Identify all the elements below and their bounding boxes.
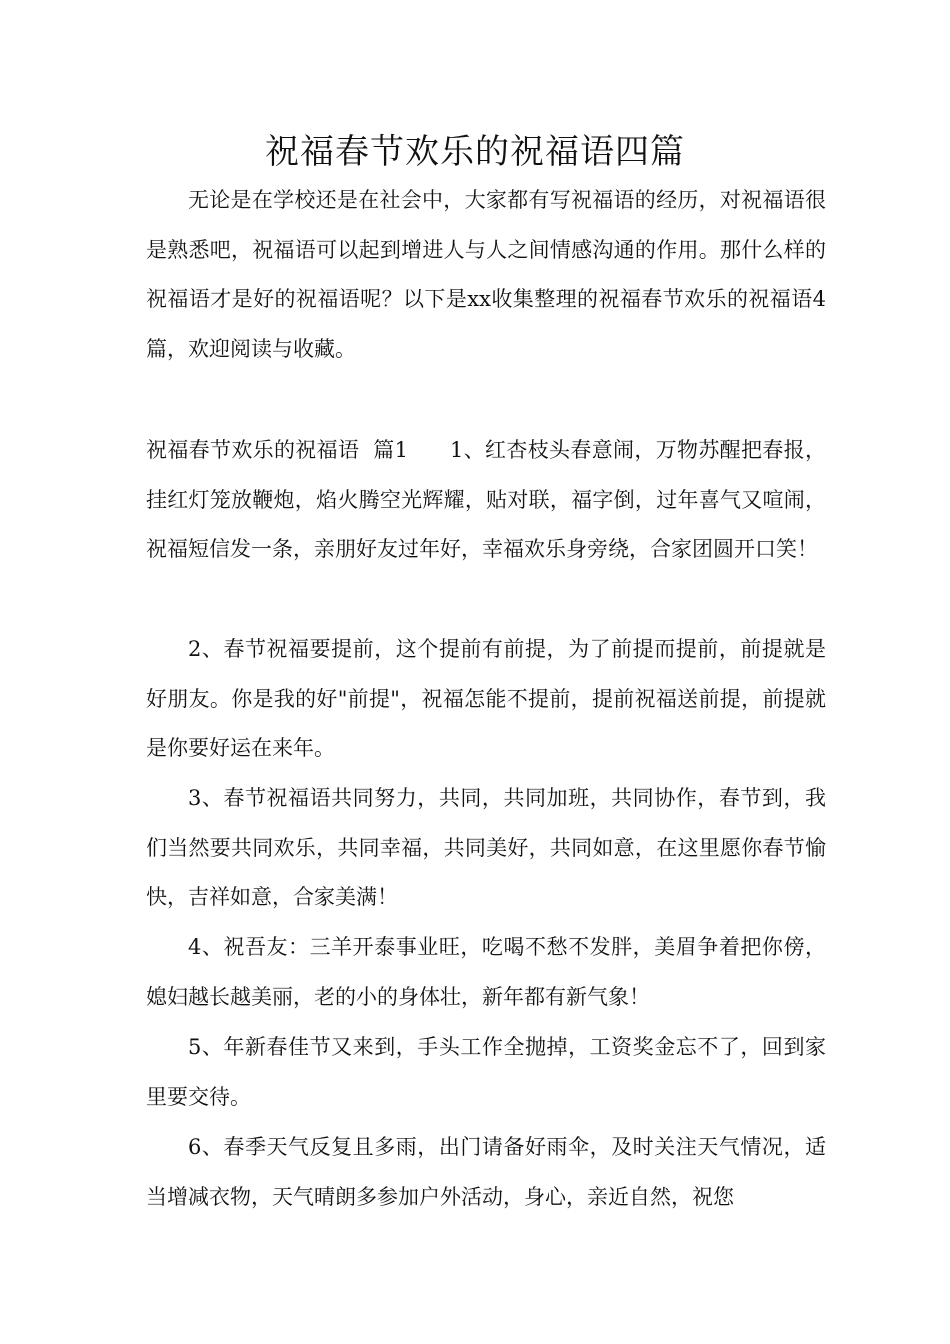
list-item: 6、春季天气反复且多雨，出门请备好雨伞，及时关注天气情况，适当增减衣物，天气晴朗多参加户外活动，身心，亲近自然，祝您 xyxy=(146,1135,826,1209)
list-item: 1、红杏枝头春意闹，万物苏醒把春报，挂红灯笼放鞭炮，焰火腾空光辉耀，贴对联，福字倒，过年喜气又喧闹，祝福短信发一条，亲朋好友过年好，幸福欢乐身旁绕，合家团圆开口笑！ xyxy=(146,438,826,561)
list-item: 2、春节祝福要提前，这个提前有前提，为了前提而提前，前提就是好朋友。你是我的好"前提"，祝福怎能不提前，提前祝福送前提，前提就是你要好运在来年。 xyxy=(146,637,826,760)
list-item: 5、年新春佳节又来到，手头工作全抛掉，工资奖金忘不了，回到家里要交待。 xyxy=(146,1035,826,1109)
list-item: 4、祝吾友：三羊开泰事业旺，吃喝不愁不发胖，美眉争着把你傍，媳妇越长越美丽，老的小的身体壮，新年都有新气象！ xyxy=(146,935,826,1009)
document-title: 祝福春节欢乐的祝福语四篇 xyxy=(265,132,685,172)
section-1-paragraph xyxy=(146,426,826,575)
intro-paragraph: 无论是在学校还是在社会中，大家都有写祝福语的经历，对祝福语很是熟悉吧，祝福语可以起到增进人与人之间情感沟通的作用。那什么样的祝福语才是好的祝福语呢？以下是xx收集整理的祝福春节欢乐的祝福语4篇，欢迎阅读与收藏。 xyxy=(146,188,826,361)
section-label: 祝福春节欢乐的祝福语 篇1 xyxy=(146,438,451,462)
list-item: 3、春节祝福语共同努力，共同，共同加班，共同协作，春节到，我们当然要共同欢乐，共同幸福，共同美好，共同如意，在这里愿你春节愉快，吉祥如意，合家美满！ xyxy=(146,786,826,909)
